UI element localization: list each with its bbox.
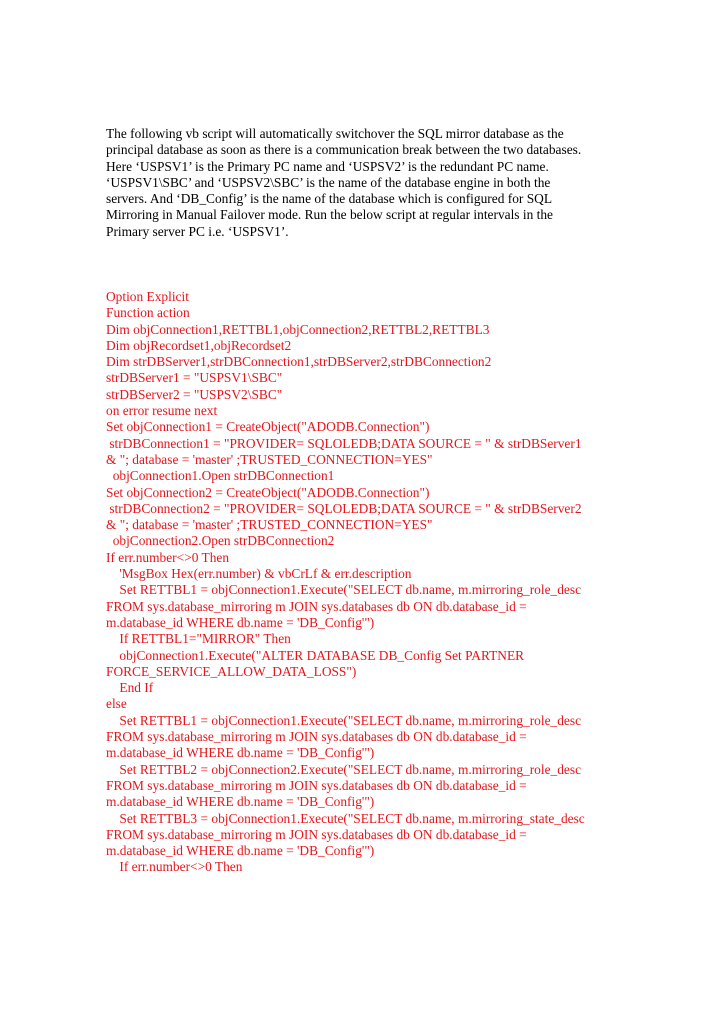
code-line: Set objConnection1 = CreateObject("ADODB.Connection") [106,419,430,435]
code-line: Function action [106,305,190,321]
code-line: FROM sys.database_mirroring m JOIN sys.databases db ON db.database_id = [106,729,527,745]
code-line: FROM sys.database_mirroring m JOIN sys.databases db ON db.database_id = [106,598,527,614]
code-line: & "; database = 'master' ;TRUSTED_CONNECTION=YES" [106,451,433,467]
code-line: Set RETTBL2 = objConnection2.Execute("SELECT db.name, m.mirroring_role_desc [106,761,582,777]
code-line: Dim objRecordset1,objRecordset2 [106,337,292,353]
code-line: strDBServer1 = "USPSV1\SBC" [106,370,283,386]
code-line: If err.number<>0 Then [106,859,243,875]
code-line: Option Explicit [106,289,189,304]
intro-text-line: principal database as soon as there is a communication break between the two databases. [106,142,582,158]
intro-text-line: Primary server PC i.e. ‘USPSV1’. [106,223,289,239]
code-line: If RETTBL1="MIRROR" Then [106,631,291,647]
code-line: else [106,696,127,712]
code-line: strDBConnection1 = "PROVIDER= SQLOLEDB;DATA SOURCE = " & strDBServer1 [106,435,582,451]
code-line: m.database_id WHERE db.name = 'DB_Config'") [106,745,375,761]
code-line: FROM sys.database_mirroring m JOIN sys.databases db ON db.database_id = [106,826,527,842]
intro-text-line: servers. And ‘DB_Config’ is the name of the database which is configured for SQL [106,191,552,207]
code-line: strDBConnection2 = "PROVIDER= SQLOLEDB;DATA SOURCE = " & strDBServer2 [106,500,582,516]
code-line: Set RETTBL1 = objConnection1.Execute("SELECT db.name, m.mirroring_role_desc [106,582,582,598]
code-line: strDBServer2 = "USPSV2\SBC" [106,386,283,402]
code-line: Dim strDBServer1,strDBConnection1,strDBServer2,strDBConnection2 [106,354,492,370]
code-line: m.database_id WHERE db.name = 'DB_Config'") [106,843,375,859]
intro-text-line: ‘USPSV1\SBC’ and ‘USPSV2\SBC’ is the name of the database engine in both the [106,174,551,190]
code-line: FROM sys.database_mirroring m JOIN sys.databases db ON db.database_id = [106,777,527,793]
code-line: Set RETTBL1 = objConnection1.Execute("SELECT db.name, m.mirroring_role_desc [106,712,582,728]
code-line: If err.number<>0 Then [106,549,230,565]
vbscript-code-block [106,289,666,876]
intro-text-line: The following vb script will automatically switchover the SQL mirror database as the [106,126,564,141]
code-line: m.database_id WHERE db.name = 'DB_Config'") [106,614,375,630]
code-line: FORCE_SERVICE_ALLOW_DATA_LOSS") [106,663,357,679]
code-line: 'MsgBox Hex(err.number) & vbCrLf & err.description [106,566,412,582]
code-line: Dim objConnection1,RETTBL1,objConnection2,RETTBL2,RETTBL3 [106,321,490,337]
code-line: & "; database = 'master' ;TRUSTED_CONNECTION=YES" [106,517,433,533]
intro-text-line: Mirroring in Manual Failover mode. Run the below script at regular intervals in the [106,207,553,223]
code-line: objConnection1.Execute("ALTER DATABASE DB_Config Set PARTNER [106,647,525,663]
code-line: on error resume next [106,403,218,419]
code-line: End If [106,680,154,696]
intro-text-line: Here ‘USPSV1’ is the Primary PC name and ‘USPSV2’ is the redundant PC name. [106,158,549,174]
code-line: objConnection1.Open strDBConnection1 [106,468,335,484]
code-line: Set objConnection2 = CreateObject("ADODB.Connection") [106,484,430,500]
code-line: Set RETTBL3 = objConnection1.Execute("SELECT db.name, m.mirroring_state_desc [106,810,585,826]
intro-paragraph [106,126,626,240]
code-line: m.database_id WHERE db.name = 'DB_Config'") [106,794,375,810]
code-line: objConnection2.Open strDBConnection2 [106,533,335,549]
